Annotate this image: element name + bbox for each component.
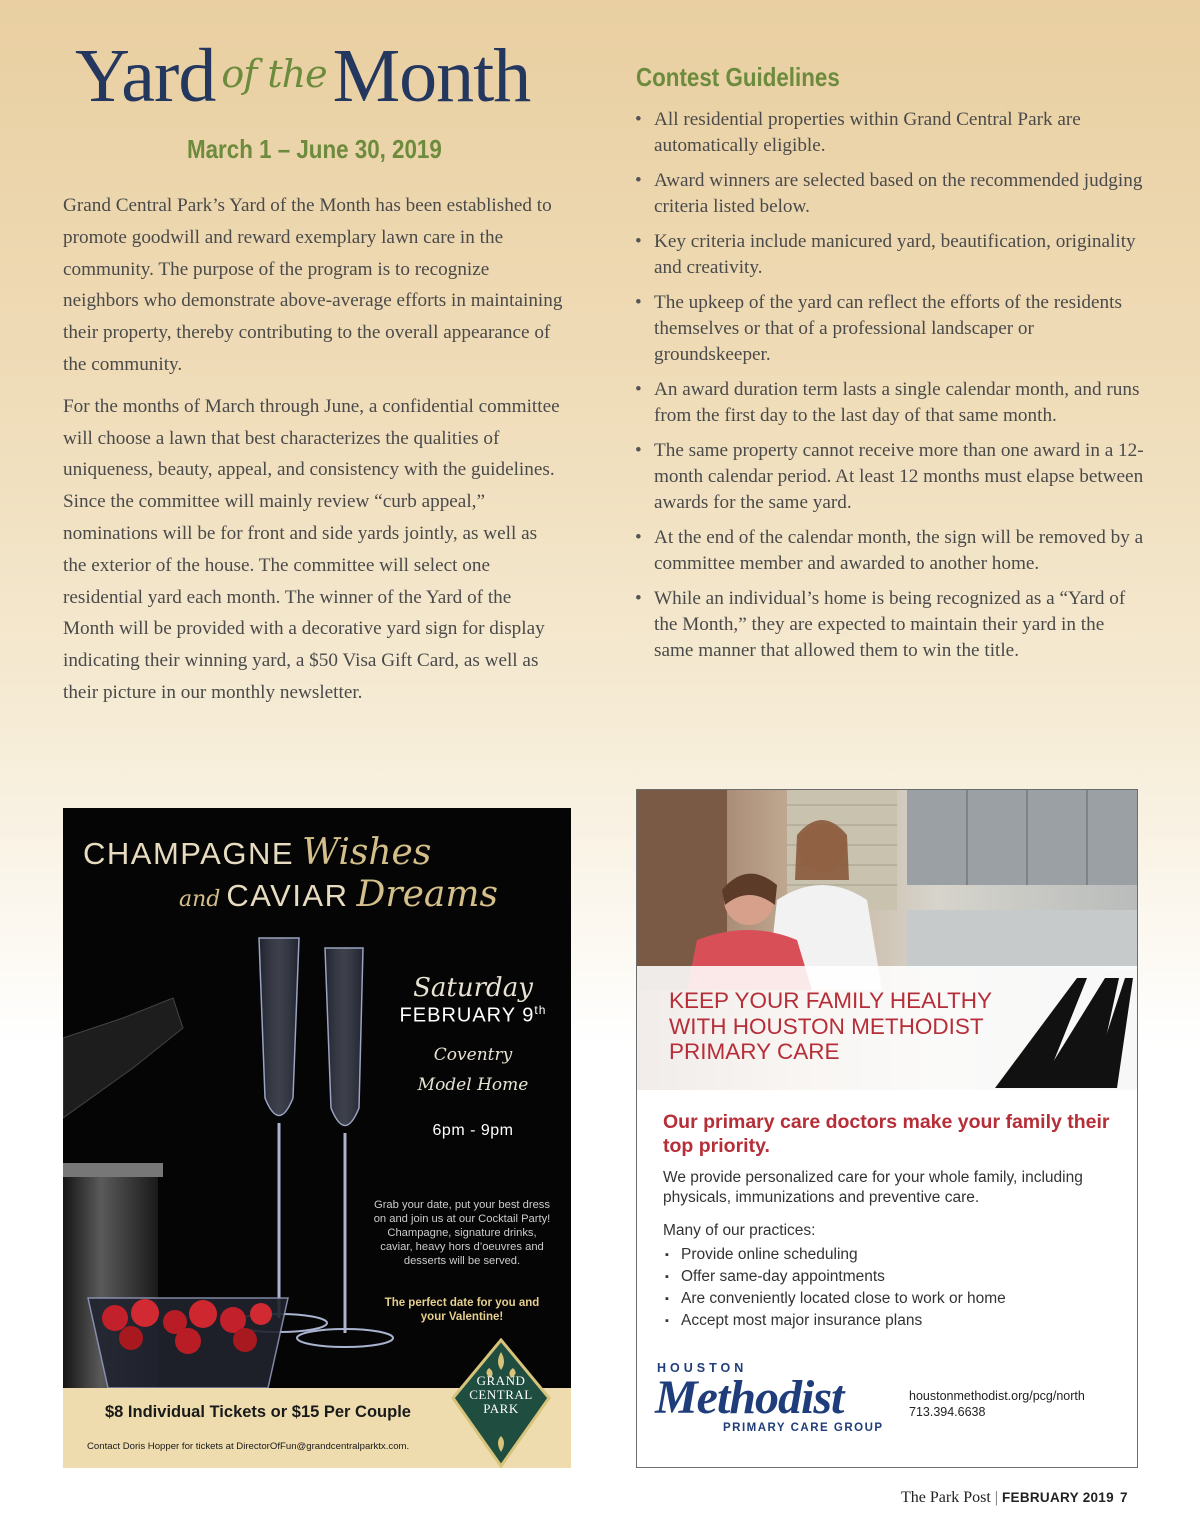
ad-description: Grab your date, put your best dress on and join us at our Cocktail Party! Champagne, signature drinks, caviar, heavy hors d’oeuvres and desserts will be served. [373,1199,551,1267]
contact-info [909,1388,1085,1420]
grand-central-park-logo-text [451,1374,551,1416]
logo-line: PARK [483,1401,519,1416]
page-footer [901,1489,1127,1507]
website-link[interactable]: houstonmethodist.org/pcg/north [909,1389,1085,1403]
publication-name: The Park Post [901,1489,991,1506]
ad-headline: KEEP YOUR FAMILY HEALTHY WITH HOUSTON METHODIST PRIMARY CARE [669,988,992,1064]
date-range: March 1 – June 30, 2019 [187,134,442,164]
ad-body-text: We provide personalized care for your whole family, including physicals, immunizations and preventive care. [663,1169,1083,1206]
ad-event-details [373,973,571,1140]
practice-item: ▪ Provide online scheduling [663,1244,1006,1266]
page-number: 7 [1119,1490,1128,1505]
practices-list [663,1244,1006,1332]
ad-headline-caviar: CAVIAR [226,878,349,913]
guideline-item: • All residential properties within Grand Central Park are automatically eligible. [634,107,1144,159]
ad-date-text: FEBRUARY 9 [399,1004,535,1027]
brand-subtitle: PRIMARY CARE GROUP [723,1422,884,1434]
intro-paragraph: Grand Central Park’s Yard of the Month has been established to promote goodwill and reward exemplary lawn care in the community. The purpose of the program is to recognize neighbors who demonstrate above-average efforts in maintaining their property, thereby contributing to the overall appearance of the community. [63,195,563,375]
intro-text [63,190,563,719]
ad-day: Saturday [413,973,533,1003]
guideline-item: • While an individual’s home is being recognized as a “Yard of the Month,” they are expected to maintain their yard in the same manner that allowed them to win the title. [634,586,1144,664]
guideline-item: • Key criteria include manicured yard, beautification, originality and creativity. [634,229,1144,281]
brand-methodist-logo: Methodist [655,1371,844,1424]
practice-item: ▪ Accept most major insurance plans [663,1310,1006,1332]
guideline-item: • An award duration term lasts a single calendar month, and runs from the first day to the last day of that same month. [634,377,1144,429]
page-title [75,34,595,118]
ad-ticket-prices: $8 Individual Tickets or $15 Per Couple [105,1403,411,1421]
guideline-item: • At the end of the calendar month, the sign will be removed by a committee member and awarded to another home. [634,525,1144,577]
brand-houston: HOUSTON [657,1361,748,1375]
ad-date-suffix: th [534,1003,547,1017]
issue-date: FEBRUARY 2019 [1001,1490,1114,1505]
guideline-item: • Award winners are selected based on the recommended judging criteria listed below. [634,168,1144,220]
ad-date [373,1003,571,1028]
ad-contact: Contact Doris Hopper for tickets at DirectorOfFun@grandcentralparktx.com. [87,1441,410,1452]
logo-line: GRAND [476,1373,526,1388]
footer-separator: | [994,1489,998,1506]
intro-paragraph: For the months of March through June, a confidential committee will choose a lawn that best characterizes the qualities of uniqueness, beauty, appeal, and consistency with the guidelines. Since the committee will mainly review “curb appeal,” nominations will be for front and side yards jointly, as well as the exterior of the house. The committee will select one residential yard each month. The winner of the Yard of the Month will be provided with a decorative yard sign for display indicating their winning yard, a $50 Visa Gift Card, as well as their picture in our monthly newsletter. [63,395,560,703]
practice-item: ▪ Offer same-day appointments [663,1266,1006,1288]
ad-headline-line1 [83,832,431,873]
guidelines-list [634,107,1144,673]
title-of-the: of the [221,52,327,96]
guideline-item: • The upkeep of the yard can reflect the efforts of the residents themselves or that of a professional landscaper or groundskeeper. [634,290,1144,368]
ad-tagline: The perfect date for you and your Valentine! [384,1297,540,1323]
ad-headline-wishes: Wishes [302,832,432,873]
guideline-item: • The same property cannot receive more than one award in a 12-month calendar period. At least 12 months must elapse between awards for the same yard. [634,438,1144,516]
logo-line: CENTRAL [469,1387,533,1402]
title-month: Month [332,34,531,118]
ad-headline-champagne: CHAMPAGNE [83,836,295,871]
phone-number: 713.394.6638 [909,1405,986,1419]
title-yard: Yard [75,34,216,118]
ad-headline-dreams: Dreams [356,874,498,915]
ad-venue-line1: Coventry [433,1044,513,1065]
methodist-m-logo-icon [987,970,1137,1090]
practices-label: Many of our practices: [663,1222,816,1239]
guidelines-heading: Contest Guidelines [636,62,840,92]
ad-time: 6pm - 9pm [432,1121,514,1139]
ad-subheadline: Our primary care doctors make your family their top priority. [663,1111,1110,1157]
ad-headline-and: and [179,887,221,912]
champagne-event-ad [63,808,571,1468]
ad-headline-line2 [179,874,498,915]
ad-venue [373,1040,571,1100]
ad-venue-line2: Model Home [417,1074,529,1095]
practice-item: ▪ Are conveniently located close to work or home [663,1288,1006,1310]
houston-methodist-ad [636,789,1138,1468]
